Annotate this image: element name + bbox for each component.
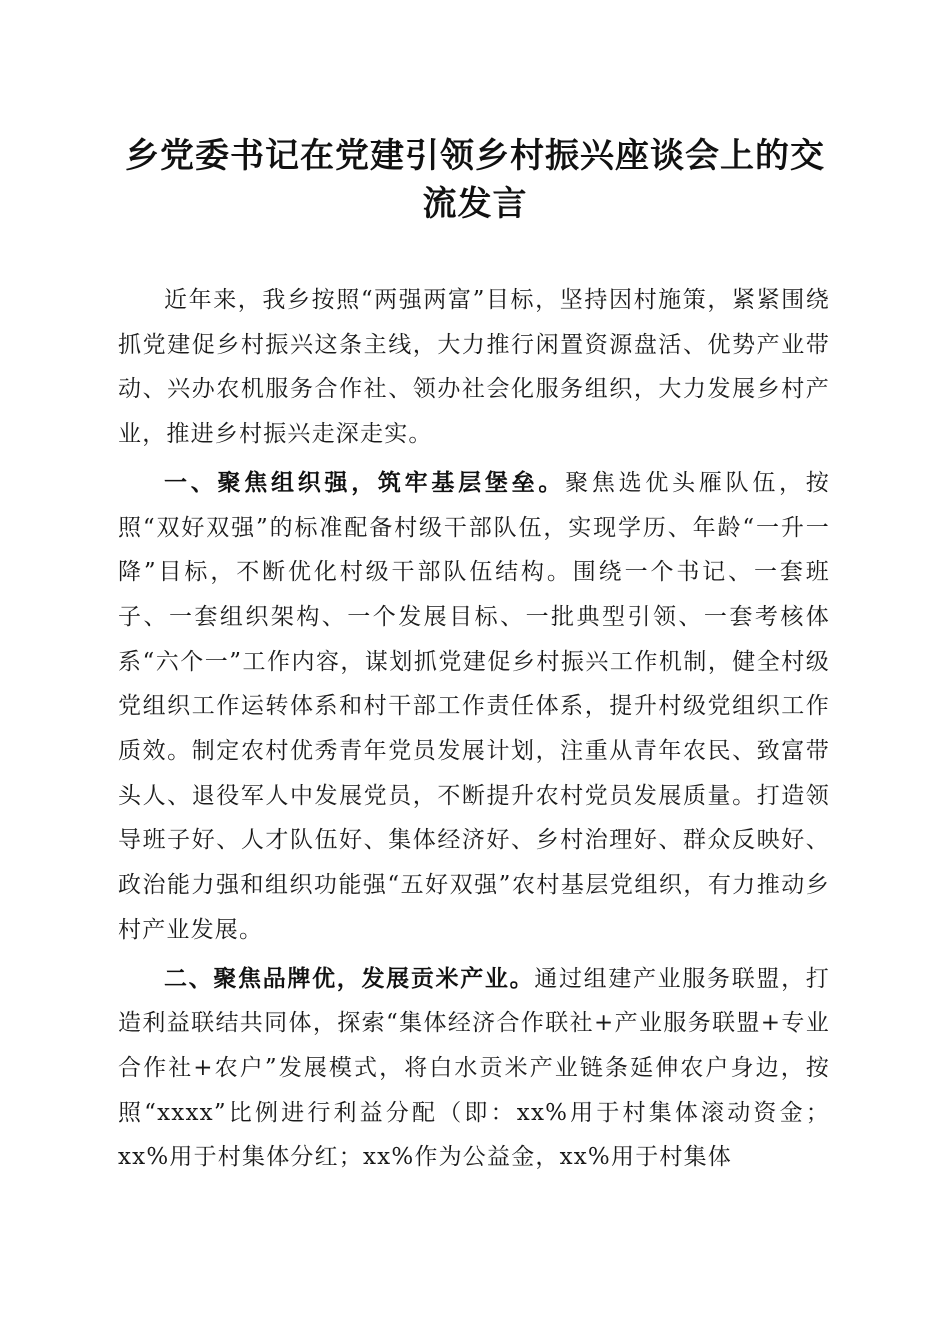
document-body xyxy=(118,278,830,1184)
intro-paragraph: 近年来，我乡按照“两强两富”目标，坚持因村施策，紧紧围绕抓党建促乡村振兴这条主线，大力推行闲置资源盘活、优势产业带动、兴办农机服务合作社、领办社会化服务组织，大力发展乡村产业，推进乡村振兴走深走实。 xyxy=(118,287,830,448)
section-1-text: 聚焦选优头雁队伍，按照“双好双强”的标准配备村级干部队伍，实现学历、年龄“一升一降”目标，不断优化村级干部队伍结构。围绕一个书记、一套班子、一套组织架构、一个发展目标、一批典型引领、一套考核体系“六个一”工作内容，谋划抓党建促乡村振兴工作机制，健全村级党组织工作运转体系和村干部工作责任体系，提升村级党组织工作质效。制定农村优秀青年党员发展计划，注重从青年农民、致富带头人、退役军人中发展党员，不断提升农村党员发展质量。打造领导班子好、人才队伍好、集体经济好、乡村治理好、群众反映好、政治能力强和组织功能强“五好双强”农村基层党组织，有力推动乡村产业发展。 xyxy=(118,469,831,943)
section-2-paragraph xyxy=(118,957,830,1181)
section-2-text: 通过组建产业服务联盟，打造利益联结共同体，探索“集体经济合作联社+产业服务联盟+专业合作社+农户”发展模式，将白水贡米产业链条延伸农户身边，按照“xxxx”比例进行利益分配（即：xx%用于村集体滚动资金；xx%用于村集体分红；xx%作为公益金，xx%用于村集体 xyxy=(118,965,830,1171)
document-title: 乡党委书记在党建引领乡村振兴座谈会上的交流发言 xyxy=(125,136,825,224)
section-1-paragraph xyxy=(118,461,830,953)
section-2-heading: 二、聚焦品牌优，发展贡米产业。 xyxy=(164,965,535,992)
section-1-heading: 一、聚焦组织强，筑牢基层堡垒。 xyxy=(164,469,566,496)
